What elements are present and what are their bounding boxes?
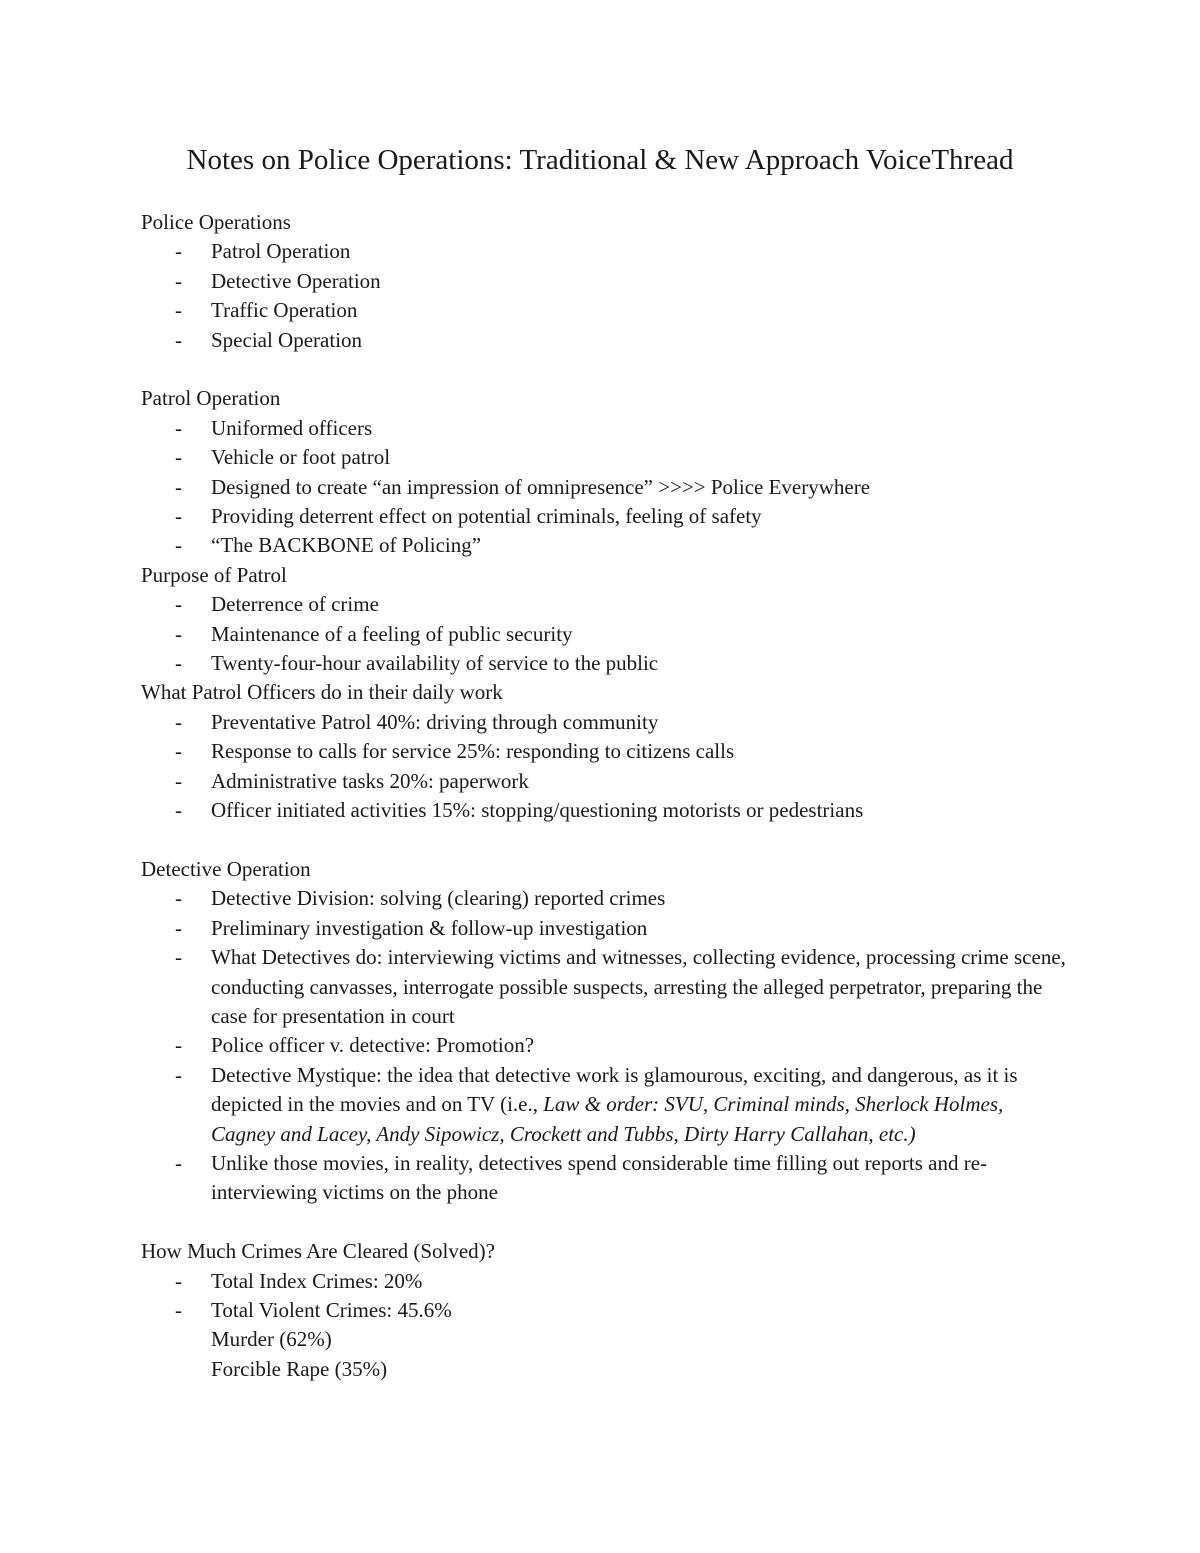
section-heading-police-operations: Police Operations	[141, 210, 291, 234]
list-item: - Detective Operation	[141, 267, 1071, 296]
list-item: - Preventative Patrol 40%: driving through community	[141, 708, 1071, 737]
list-item: - Administrative tasks 20%: paperwork	[141, 767, 1071, 796]
list-item: - Twenty-four-hour availability of service to the public	[141, 649, 1071, 678]
mystique-examples: Law & order: SVU, Criminal minds, Sherlock Holmes, Cagney and Lacey, Andy Sipowicz, Crockett and Tubbs, Dirty Harry Callahan, etc.)	[211, 1092, 1004, 1146]
section-heading-crimes-cleared: How Much Crimes Are Cleared (Solved)?	[141, 1239, 495, 1264]
crimes-cleared-list	[141, 1267, 1071, 1385]
daily-work-list	[141, 708, 1071, 826]
section-heading-daily-work: What Patrol Officers do in their daily work	[141, 680, 503, 705]
list-item: - Designed to create “an impression of omnipresence” >>>> Police Everywhere	[141, 473, 1071, 502]
list-item: - Maintenance of a feeling of public security	[141, 620, 1071, 649]
purpose-of-patrol-list	[141, 590, 1071, 678]
list-item: - Detective Division: solving (clearing) reported crimes	[141, 884, 1071, 913]
list-item: - Traffic Operation	[141, 296, 1071, 325]
section-heading-purpose-of-patrol: Purpose of Patrol	[141, 562, 287, 587]
list-item: - Providing deterrent effect on potential criminals, feeling of safety	[141, 502, 1071, 531]
list-item: - What Detectives do: interviewing victims and witnesses, collecting evidence, processing crime scene, conducting canvasses, interrogate possible suspects, arresting the alleged perpetrator, preparing the case for presentation in court	[141, 943, 1071, 1031]
section-heading-patrol-operation: Patrol Operation	[141, 386, 281, 411]
list-item: - Officer initiated activities 15%: stopping/questioning motorists or pedestrians	[141, 796, 1071, 825]
list-item: - Uniformed officers	[141, 414, 1071, 443]
spacer	[141, 1208, 1071, 1237]
police-operations-list	[141, 237, 1071, 355]
list-item: - Total Index Crimes: 20%	[141, 1267, 1071, 1296]
list-item: - Deterrence of crime	[141, 590, 1071, 619]
list-item: - Vehicle or foot patrol	[141, 443, 1071, 472]
sub-list-item: Forcible Rape (35%)	[211, 1356, 388, 1381]
detective-operation-list	[141, 884, 1071, 1207]
list-item: - Patrol Operation	[141, 237, 1071, 266]
list-item-detective-mystique	[141, 1061, 1071, 1149]
list-item: - “The BACKBONE of Policing”	[141, 531, 1071, 560]
spacer	[141, 355, 1071, 384]
page-title: Notes on Police Operations: Traditional & New Approach VoiceThread	[186, 144, 1014, 176]
list-item: - Unlike those movies, in reality, detectives spend considerable time filling out reports and re-interviewing victims on the phone	[141, 1149, 1071, 1208]
sub-list-item: Murder (62%)	[211, 1327, 332, 1352]
list-item: - Preliminary investigation & follow-up investigation	[141, 914, 1071, 943]
list-item: - Response to calls for service 25%: responding to citizens calls	[141, 737, 1071, 766]
spacer	[141, 826, 1071, 855]
document-body	[141, 208, 1071, 1384]
section-heading-detective-operation: Detective Operation	[141, 856, 311, 881]
patrol-operation-list	[141, 414, 1071, 561]
list-item: - Police officer v. detective: Promotion?	[141, 1031, 1071, 1060]
mystique-text: Detective Mystique: the idea that detective work is glamourous, exciting, and dangerous, as it is depicted in the movies and on TV (i.e.,	[211, 1062, 1018, 1117]
list-item: - Special Operation	[141, 326, 1071, 355]
list-item: - Total Violent Crimes: 45.6%	[141, 1296, 1071, 1325]
